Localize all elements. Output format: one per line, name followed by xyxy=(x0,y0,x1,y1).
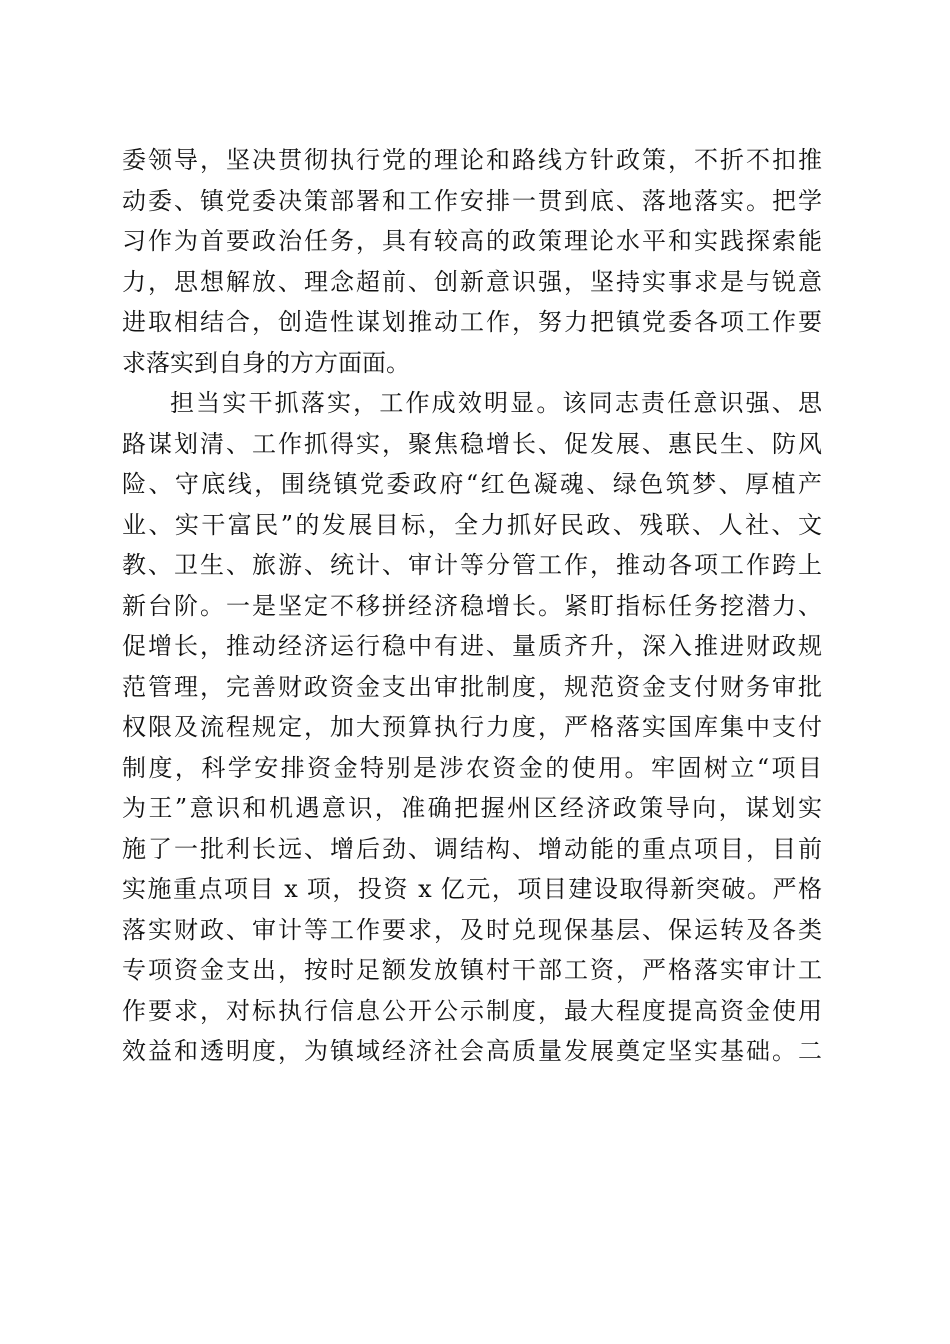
paragraph-2-line: 教、卫生、旅游、统计、审计等分管工作，推动各项工作跨上 xyxy=(122,551,822,579)
paragraph-1-line: 习作为首要政治任务，具有较高的政策理论水平和实践探索能 xyxy=(122,227,822,255)
paragraph-1-line: 委领导，坚决贯彻执行党的理论和路线方针政策，不折不扣推 xyxy=(122,146,822,174)
paragraph-2-line: 效益和透明度，为镇域经济社会高质量发展奠定坚实基础。二 xyxy=(122,1037,822,1065)
paragraph-2-line: 施了一批利长远、增后劲、调结构、增动能的重点项目，目前 xyxy=(122,834,822,863)
paragraph-1-line: 动委、镇党委决策部署和工作安排一贯到底、落地落实。把学 xyxy=(122,186,822,215)
paragraph-1-line: 进取相结合，创造性谋划推动工作，努力把镇党委各项工作要 xyxy=(122,308,822,336)
paragraph-2-line: 险、守底线，围绕镇党委政府“红色凝魂、绿色筑梦、厚植产 xyxy=(122,470,822,498)
paragraph-2-line: 制度，科学安排资金特别是涉农资金的使用。牢固树立“项目 xyxy=(122,753,822,782)
paragraph-2-line: 专项资金支出，按时足额发放镇村干部工资，严格落实审计工 xyxy=(122,956,822,984)
paragraph-2-line: 范管理，完善财政资金支出审批制度，规范资金支付财务审批 xyxy=(122,672,822,701)
paragraph-2-line: 路谋划清、工作抓得实，聚焦稳增长、促发展、惠民生、防风 xyxy=(122,429,822,458)
paragraph-2-line: 落实财政、审计等工作要求，及时兑现保基层、保运转及各类 xyxy=(122,915,822,944)
paragraph-2-line: 业、实干富民”的发展目标，全力抓好民政、残联、人社、文 xyxy=(122,510,822,539)
paragraph-1-line: 求落实到自身的方方面面。 xyxy=(122,348,410,377)
paragraph-2-line: 作要求，对标执行信息公开公示制度，最大程度提高资金使用 xyxy=(122,996,822,1025)
paragraph-2-line: 新台阶。一是坚定不移拼经济稳增长。紧盯指标任务挖潜力、 xyxy=(122,591,822,620)
paragraph-2-line: 权限及流程规定，加大预算执行力度，严格落实国库集中支付 xyxy=(122,713,822,741)
paragraph-1-line: 力，思想解放、理念超前、创新意识强，坚持实事求是与锐意 xyxy=(122,267,822,296)
paragraph-2-line: 为王”意识和机遇意识，准确把握州区经济政策导向，谋划实 xyxy=(122,794,822,822)
paragraph-2-line: 实施重点项目 x 项，投资 x 亿元，项目建设取得新突破。严格 xyxy=(122,875,822,903)
document-body xyxy=(122,140,822,1072)
paragraph-2-line: 担当实干抓落实，工作成效明显。该同志责任意识强、思 xyxy=(170,389,822,417)
paragraph-2-line: 促增长，推动经济运行稳中有进、量质齐升，深入推进财政规 xyxy=(122,632,822,660)
